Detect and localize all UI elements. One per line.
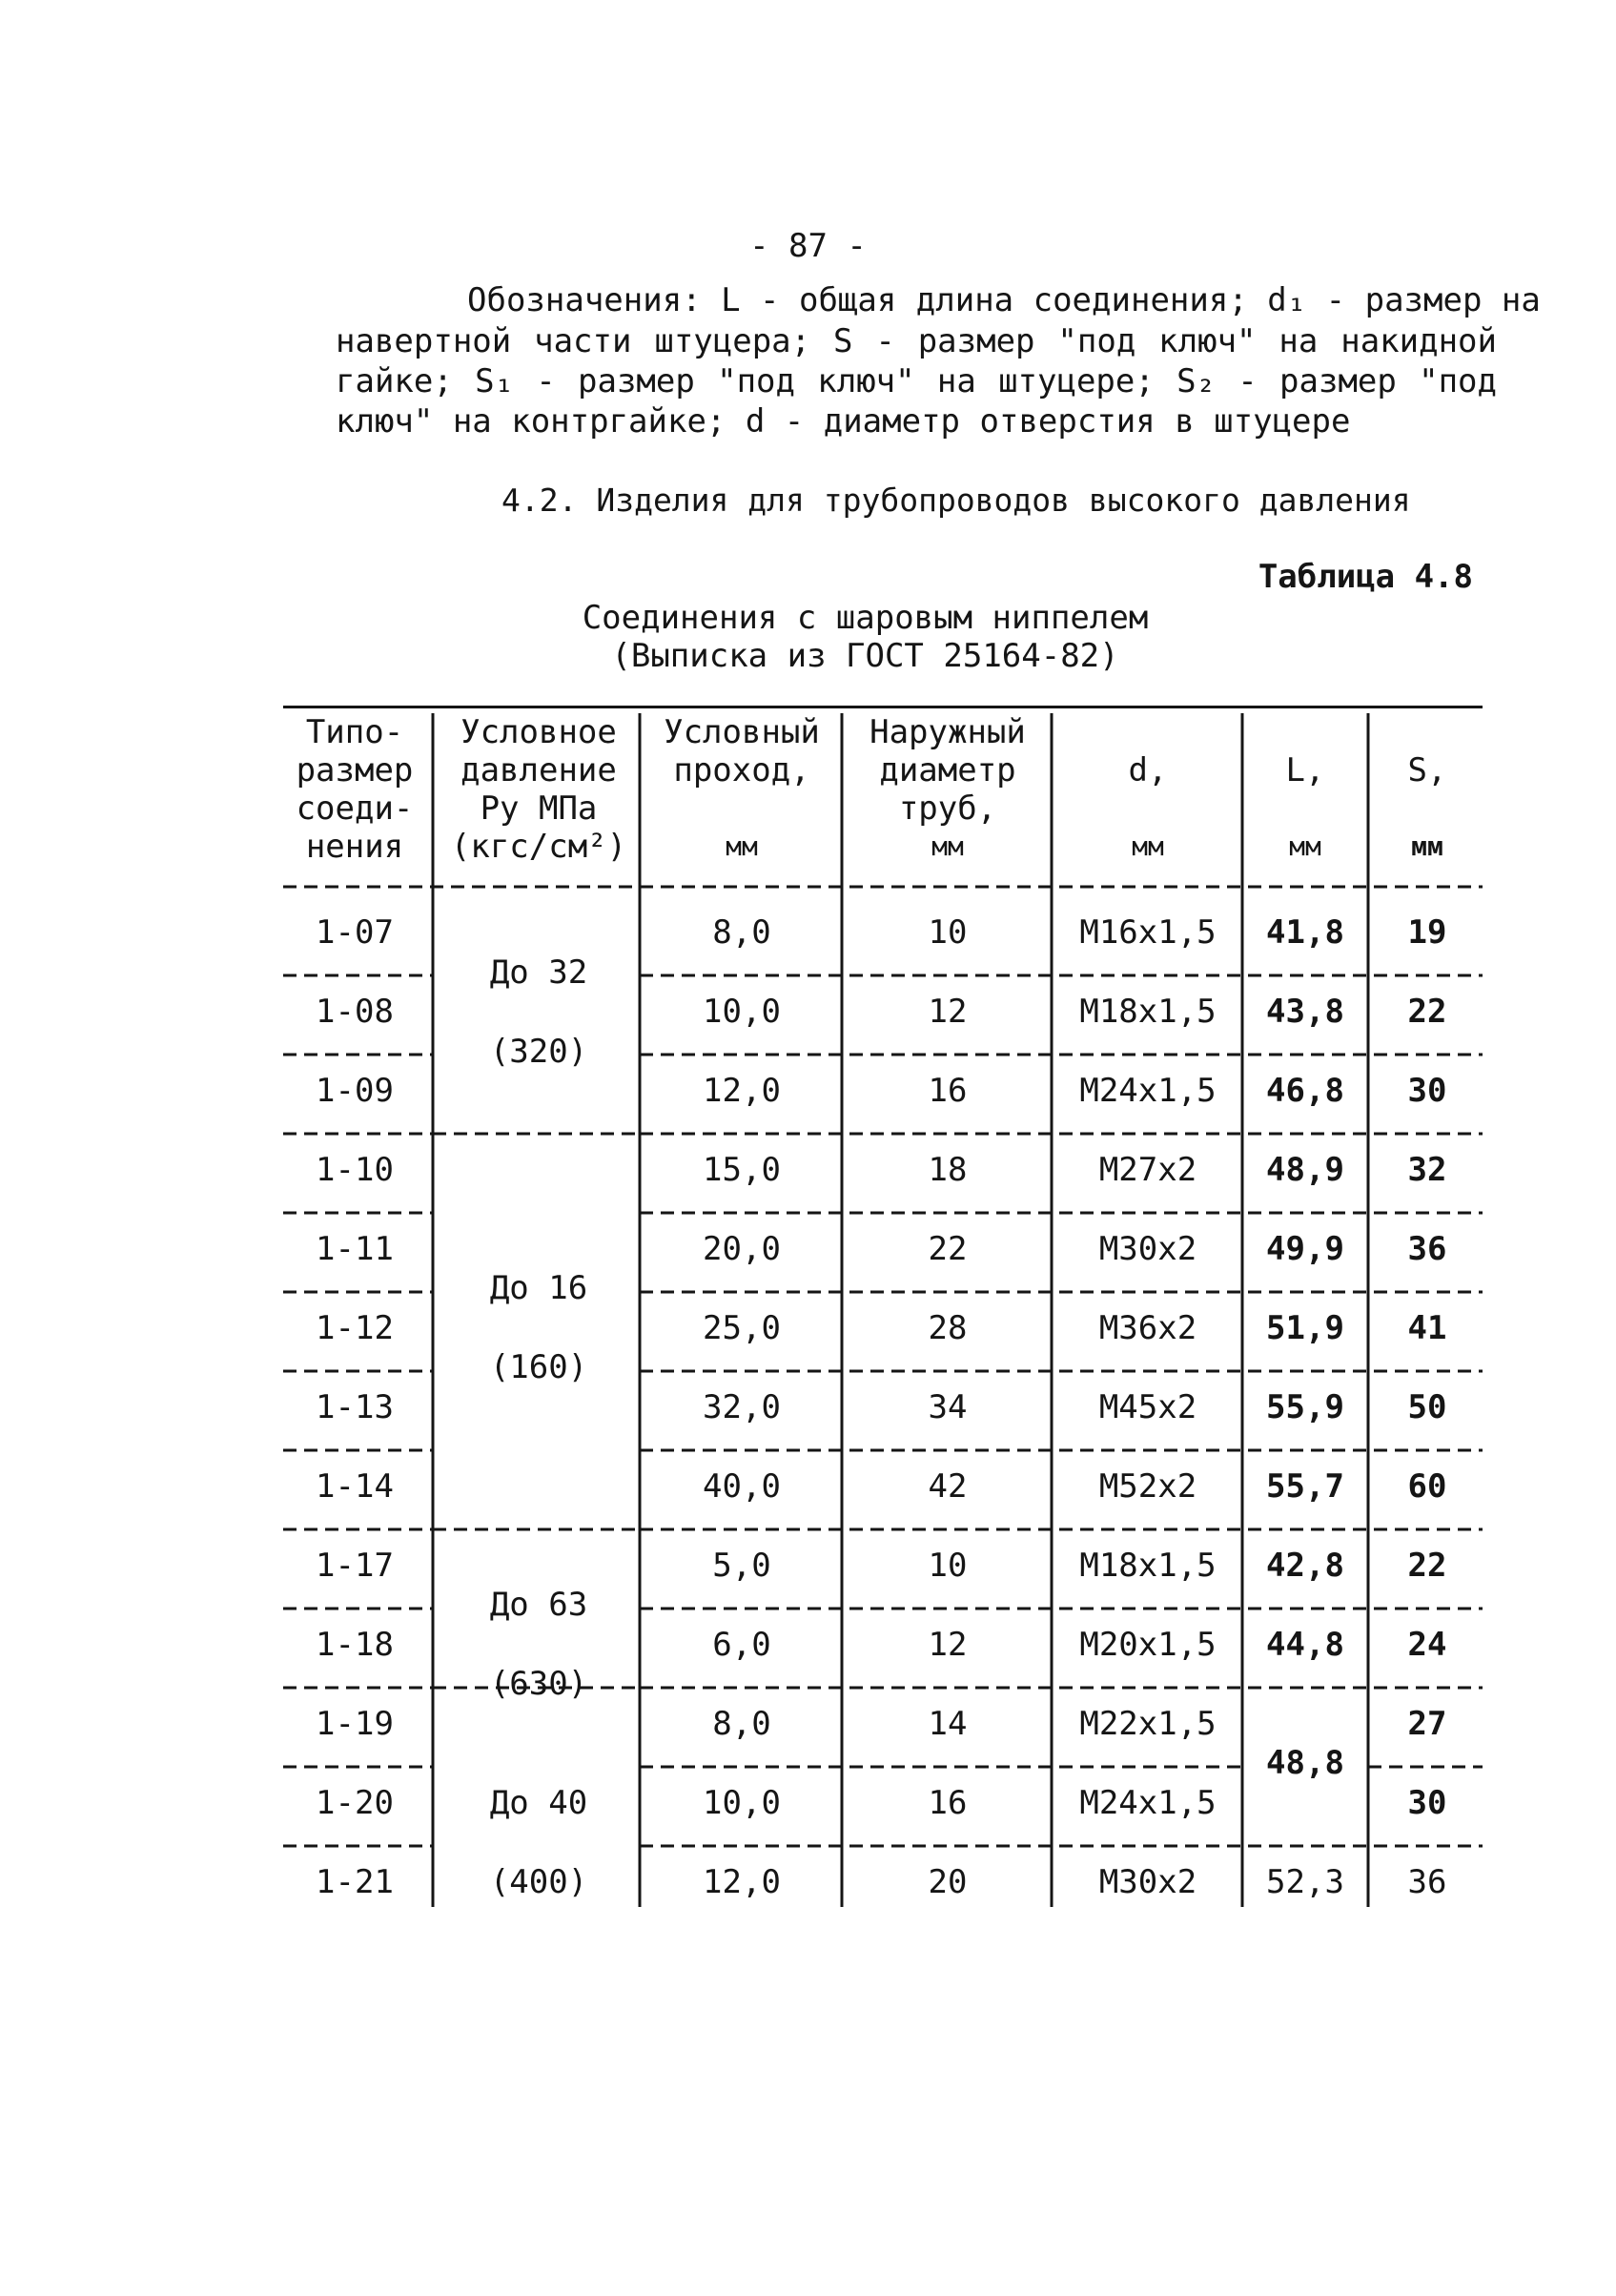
header-type: Типо- размер соеди- нения	[296, 713, 414, 866]
row-1-12-bore: 25,0	[703, 1309, 781, 1347]
row-1-10-type: 1-10	[316, 1151, 394, 1189]
notes-line-4: ключ" на контргайке; d - диаметр отверстия в штуцере	[336, 402, 1351, 441]
row-1-14-S: 60	[1407, 1467, 1447, 1506]
row-1-13-L: 55,9	[1266, 1388, 1344, 1426]
row-1-20-bore: 10,0	[703, 1784, 781, 1822]
row-1-07-bore: 8,0	[712, 913, 771, 952]
row-1-20-d: М24х1,5	[1079, 1784, 1217, 1822]
row-1-14-outer: 42	[928, 1467, 968, 1506]
row-1-08-S: 22	[1407, 993, 1447, 1031]
row-1-21-bore: 12,0	[703, 1863, 781, 1901]
row-1-21-L: 52,3	[1266, 1863, 1344, 1901]
pressure-group-32: До 32 (320)	[489, 953, 588, 1071]
row-1-14-d: М52х2	[1098, 1467, 1197, 1506]
row-1-09-d: М24х1,5	[1079, 1072, 1217, 1110]
row-1-09-L: 46,8	[1266, 1072, 1344, 1110]
row-1-12-type: 1-12	[316, 1309, 394, 1347]
row-1-08-L: 43,8	[1266, 993, 1344, 1031]
row-1-10-d: М27х2	[1098, 1151, 1197, 1189]
row-1-17-type: 1-17	[316, 1547, 394, 1585]
row-1-07-S: 19	[1407, 913, 1447, 952]
row-1-21-d: М30х2	[1098, 1863, 1197, 1901]
row-1-12-outer: 28	[928, 1309, 968, 1347]
notes-line-3: гайке; S₁ - размер "под ключ" на штуцере; S₂ - размер "под	[336, 362, 1497, 400]
row-1-17-S: 22	[1407, 1547, 1447, 1585]
row-1-13-type: 1-13	[316, 1388, 394, 1426]
pressure-group-16: До 16 (160)	[489, 1269, 588, 1386]
page-number: - 87 -	[749, 227, 867, 265]
table-caption-line-1: Соединения с шаровым ниппелем	[582, 599, 1149, 637]
row-1-12-S: 41	[1407, 1309, 1447, 1347]
header-L: L, мм	[1285, 751, 1325, 862]
row-1-17-d: М18х1,5	[1079, 1547, 1217, 1585]
row-1-21-S: 36	[1407, 1863, 1447, 1901]
header-outer-diameter: Наружный диаметр труб, мм	[869, 713, 1026, 862]
row-1-19-type: 1-19	[316, 1705, 394, 1743]
row-1-13-outer: 34	[928, 1388, 968, 1426]
pressure-group-63: До 63 (630)	[489, 1586, 588, 1703]
row-1-17-L: 42,8	[1266, 1547, 1344, 1585]
row-1-13-S: 50	[1407, 1388, 1447, 1426]
row-1-18-type: 1-18	[316, 1626, 394, 1664]
row-1-11-d: М30х2	[1098, 1230, 1197, 1268]
header-pressure: Условное давление Ру МПа (кгс/см²)	[450, 713, 627, 866]
row-1-21-type: 1-21	[316, 1863, 394, 1901]
row-1-14-type: 1-14	[316, 1467, 394, 1506]
header-d: d, мм	[1128, 751, 1168, 862]
table-caption-line-2: (Выписка из ГОСТ 25164-82)	[611, 637, 1119, 675]
row-1-13-bore: 32,0	[703, 1388, 781, 1426]
row-1-09-S: 30	[1407, 1072, 1447, 1110]
row-1-10-outer: 18	[928, 1151, 968, 1189]
row-1-14-L: 55,7	[1266, 1467, 1344, 1506]
row-1-09-outer: 16	[928, 1072, 968, 1110]
row-1-13-d: М45х2	[1098, 1388, 1197, 1426]
row-1-10-S: 32	[1407, 1151, 1447, 1189]
header-S: S, мм	[1407, 751, 1447, 862]
row-1-09-bore: 12,0	[703, 1072, 781, 1110]
row-1-17-outer: 10	[928, 1547, 968, 1585]
row-1-07-outer: 10	[928, 913, 968, 952]
row-1-11-type: 1-11	[316, 1230, 394, 1268]
section-title: 4.2. Изделия для трубопроводов высокого давления	[501, 482, 1411, 519]
row-1-14-bore: 40,0	[703, 1467, 781, 1506]
row-1-11-bore: 20,0	[703, 1230, 781, 1268]
row-1-11-outer: 22	[928, 1230, 968, 1268]
table-label: Таблица 4.8	[1258, 558, 1473, 596]
row-1-08-bore: 10,0	[703, 993, 781, 1031]
row-1-19-bore: 8,0	[712, 1705, 771, 1743]
row-1-17-bore: 5,0	[712, 1547, 771, 1585]
row-1-18-bore: 6,0	[712, 1626, 771, 1664]
notes-line-2: навертной части штуцера; S - размер "под ключ" на накидной	[336, 322, 1497, 360]
row-1-07-d: М16х1,5	[1079, 913, 1217, 952]
row-1-08-d: М18х1,5	[1079, 993, 1217, 1031]
row-1-07-type: 1-07	[316, 913, 394, 952]
row-1-11-S: 36	[1407, 1230, 1447, 1268]
row-1-18-d: М20х1,5	[1079, 1626, 1217, 1664]
row-1-20-S: 30	[1407, 1784, 1447, 1822]
notes-line-1: Обозначения: L - общая длина соединения; d₁ - размер на	[467, 281, 1541, 319]
row-1-18-L: 44,8	[1266, 1626, 1344, 1664]
row-1-18-outer: 12	[928, 1626, 968, 1664]
row-1-20-type: 1-20	[316, 1784, 394, 1822]
pressure-group-40: До 40 (400)	[489, 1784, 588, 1901]
row-1-19-d: М22х1,5	[1079, 1705, 1217, 1743]
row-1-11-L: 49,9	[1266, 1230, 1344, 1268]
row-1-19-outer: 14	[928, 1705, 968, 1743]
row-1-08-type: 1-08	[316, 993, 394, 1031]
row-1-07-L: 41,8	[1266, 913, 1344, 952]
row-1-09-type: 1-09	[316, 1072, 394, 1110]
row-1-08-outer: 12	[928, 993, 968, 1031]
merged-L-cell: 48,8	[1266, 1744, 1344, 1782]
row-1-10-bore: 15,0	[703, 1151, 781, 1189]
row-1-21-outer: 20	[928, 1863, 968, 1901]
header-bore: Условный проход, мм	[664, 713, 820, 862]
row-1-19-S: 27	[1407, 1705, 1447, 1743]
row-1-12-L: 51,9	[1266, 1309, 1344, 1347]
row-1-12-d: М36х2	[1098, 1309, 1197, 1347]
row-1-18-S: 24	[1407, 1626, 1447, 1664]
row-1-10-L: 48,9	[1266, 1151, 1344, 1189]
row-1-20-outer: 16	[928, 1784, 968, 1822]
